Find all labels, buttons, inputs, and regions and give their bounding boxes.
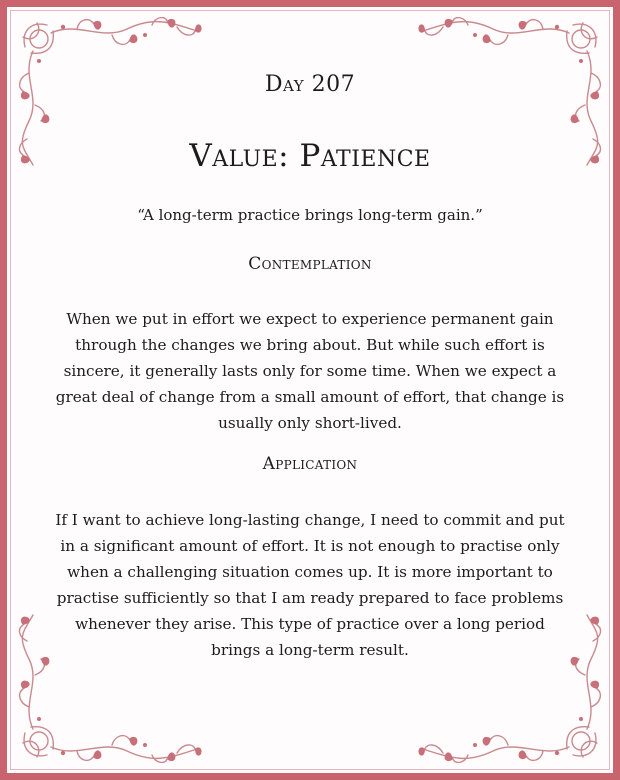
application-heading: Application <box>262 454 358 474</box>
quote: “A long-term practice brings long-term gain.” <box>137 206 483 224</box>
day-heading: Day 207 <box>264 72 356 97</box>
contemplation-text: When we put in effort we expect to experience permanent gain through the changes we bring about. But while such effort is sincere, it generally lasts only for some time. When we expect a great deal of change from a small amount of effort, that change is usually only short-lived. <box>55 310 565 432</box>
application-text: If I want to achieve long-lasting change, I need to commit and put in a significant amount of effort. It is not enough to practise only when a challenging situation comes up. It is more important to practise sufficiently so that I am ready prepared to face problems whenever they arise. This type of practice over a long period brings a long-term result. <box>55 511 565 659</box>
value-title: Value: Patience <box>189 138 431 174</box>
contemplation-heading: Contemplation <box>248 254 372 274</box>
